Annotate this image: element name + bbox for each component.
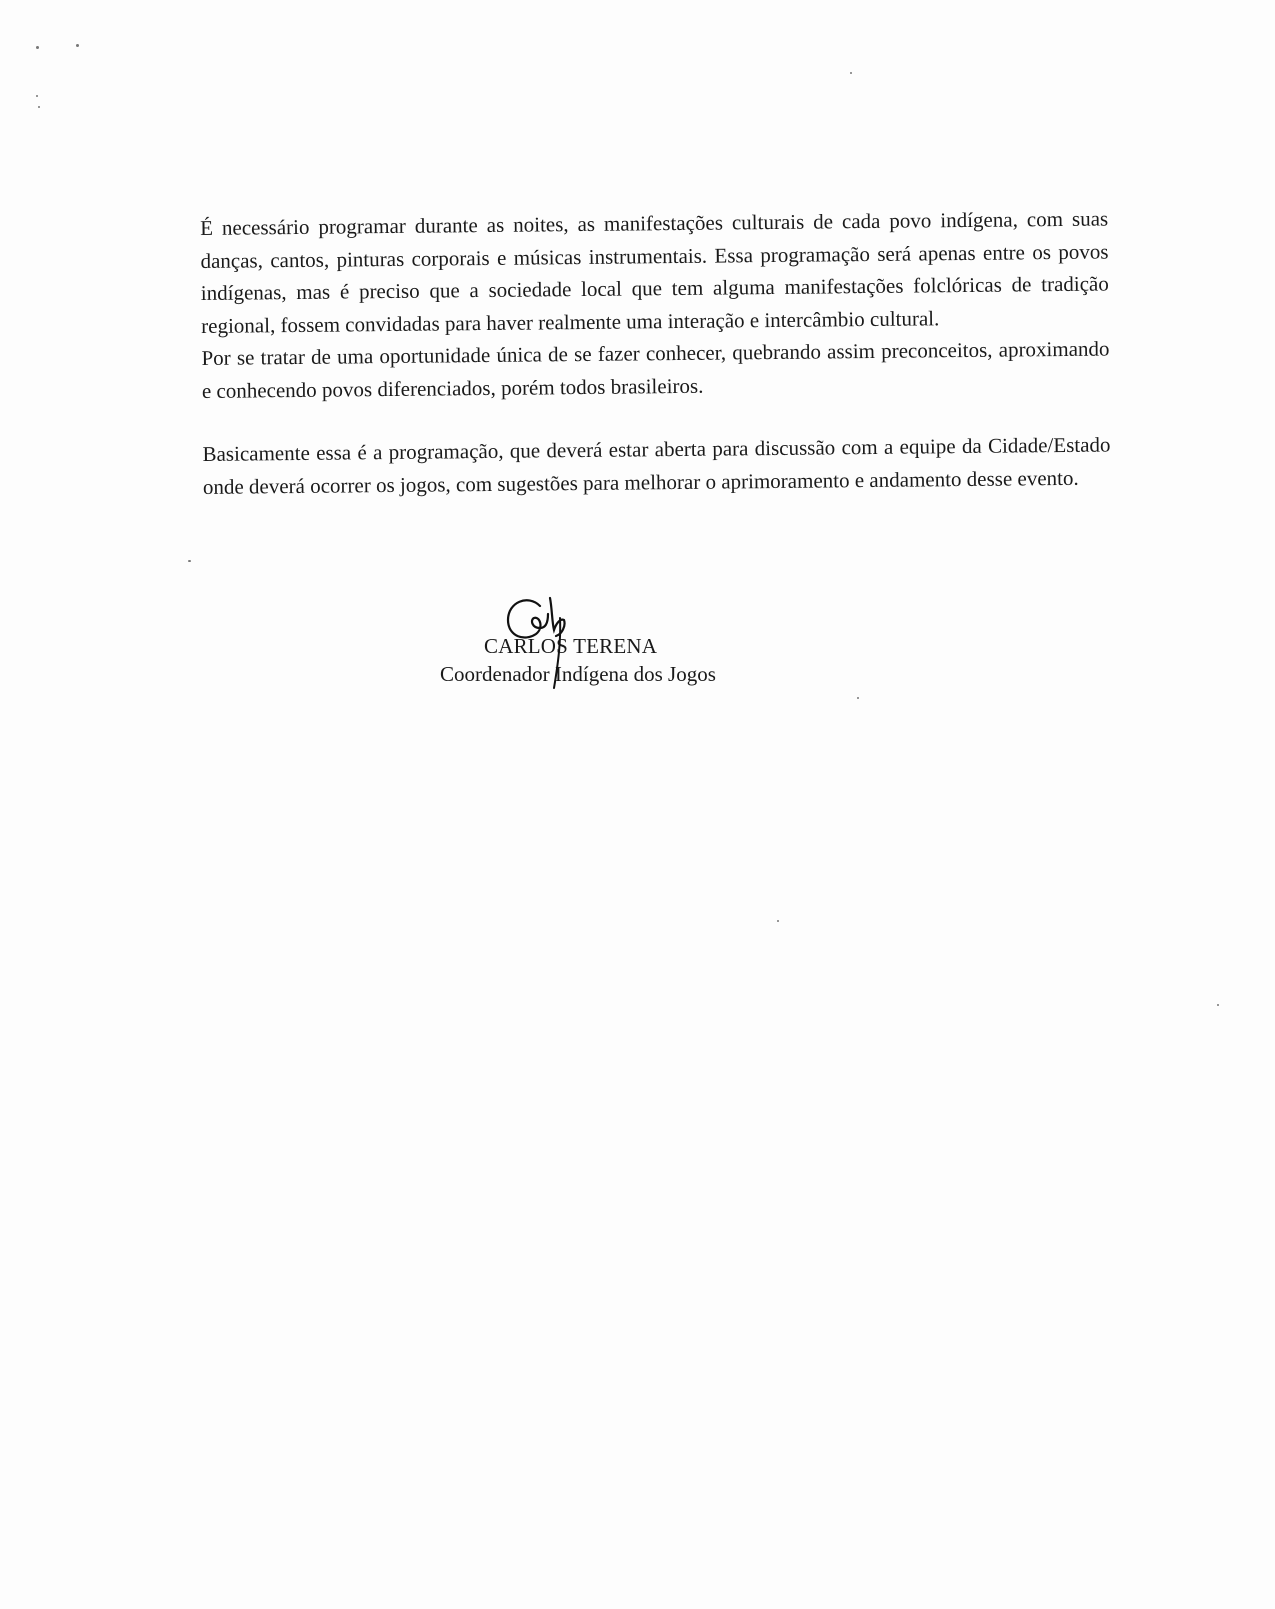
paragraph-cultural-program: É necessário programar durante as noites, as manifestações culturais de cada povo indígena, com suas danças, cantos, pinturas corporais e músicas instrumentais. Essa programação será apenas entre os povos indígenas, mas é preciso que a sociedade local que tem alguma manifestações folclóricas de tradição regional, fossem convidadas para haver realmente uma interação e intercâmbio cultural. — [200, 206, 1109, 338]
signatory-name: CARLOS TERENA — [484, 634, 658, 658]
scan-speck — [76, 44, 79, 47]
letter-body — [200, 202, 1111, 502]
paragraph-closing: Basicamente essa é a programação, que deverá estar aberta para discussão com a equipe da Cidade/Estado onde deverá ocorrer os jogos, com sugestões para melhorar o aprimoramento e andamento desse evento. — [202, 432, 1111, 499]
scan-speck — [36, 46, 39, 49]
scan-speck — [1217, 1004, 1219, 1006]
handwritten-signature — [500, 592, 580, 692]
signature-block — [440, 600, 800, 710]
scan-speck — [38, 106, 40, 108]
scan-speck — [777, 920, 779, 922]
signatory-title: Coordenador Indígena dos Jogos — [440, 662, 716, 686]
scan-speck — [850, 72, 852, 74]
paragraph-opportunity: Por se tratar de uma oportunidade única de se fazer conhecer, quebrando assim preconceitos, aproximando e conhecendo povos diferenciados, porém todos brasileiros. — [201, 336, 1110, 403]
scan-speck — [36, 95, 38, 97]
scan-speck — [188, 560, 191, 562]
scan-speck — [857, 697, 859, 699]
